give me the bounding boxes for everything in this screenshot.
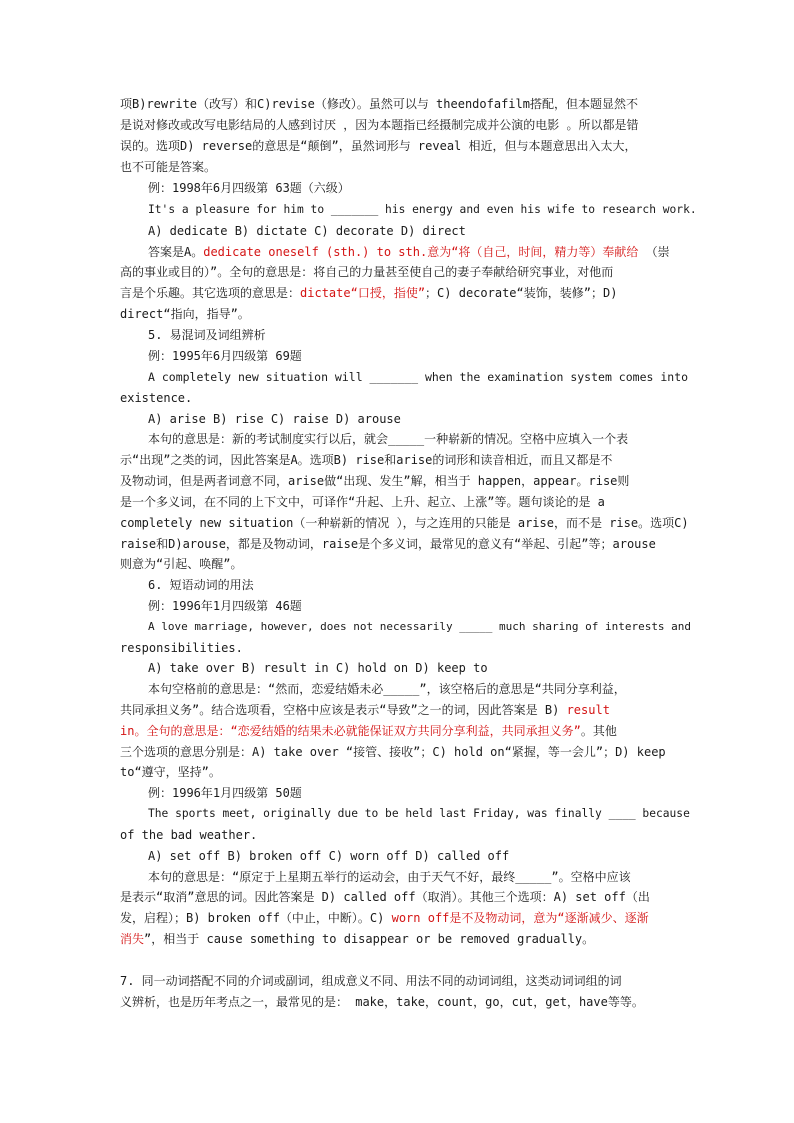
text-line <box>120 536 656 552</box>
text-segment: 是一个多义词，在不同的上下文中，可译作“升起、上升、起立、上涨”等。题句谈论的是 a <box>120 495 605 509</box>
text-line <box>148 202 697 218</box>
text-segment: 发，启程）；B) broken off（中止，中断）。C) <box>120 911 392 925</box>
text-segment: of the bad weather. <box>120 828 258 842</box>
text-segment: A) set off B) broken off C) worn off D) called off <box>148 849 510 863</box>
text-segment: dedicate oneself (sth.) to sth.意为“将（自己，时间，精力等）奉献给 <box>203 245 639 259</box>
text-line <box>148 369 688 385</box>
text-segment: dictate“口授，指使” <box>300 286 426 300</box>
text-segment: It's a pleasure for him to _______ his energy and even his wife to research work. <box>148 203 697 216</box>
text-line <box>120 494 605 510</box>
text-line <box>120 910 649 926</box>
text-segment: ”，相当于 cause something to disappear or be removed gradually。 <box>144 932 595 946</box>
text-line <box>120 452 612 468</box>
text-line <box>148 785 302 801</box>
text-segment: 义辨析，也是历年考点之一，最常见的是： make，take，count，go，cut，get，have等等。 <box>120 995 644 1009</box>
text-line <box>120 159 216 175</box>
text-segment: 示“出现”之类的词，因此答案是A。选项B) rise和arise的词形和读音相近，而且又都是不 <box>120 453 613 467</box>
text-segment: in。全句的意思是：“恋爱结婚的结果未必就能保证双方共同分享利益，共同承担义务” <box>120 724 581 738</box>
text-line <box>148 619 691 635</box>
text-line <box>120 744 666 760</box>
text-line <box>120 556 242 572</box>
text-segment: raise和D)arouse，都是及物动词，raise是个多义词，最常见的意义有“举起、引起”等；arouse <box>120 537 656 551</box>
text-segment: 也不可能是答案。 <box>120 160 217 174</box>
text-line <box>148 806 690 822</box>
text-segment: A) take over B) result in C) hold on D) keep to <box>148 661 488 675</box>
text-segment: The sports meet, originally due to be held last Friday, was finally ____ because <box>148 807 690 820</box>
text-segment: 例：1996年1月四级第 46题 <box>148 599 302 613</box>
text-line <box>120 994 644 1010</box>
text-segment: 5. 易混词及词组辨析 <box>148 328 266 342</box>
text-segment: 共同承担义务”。结合选项看，空格中应该是表示“导致”之一的词，因此答案是 B) <box>120 703 567 717</box>
text-segment: 及物动词，但是两者词意不同，arise做“出现、发生”解，相当于 happen，appear。rise则 <box>120 474 630 488</box>
text-line <box>120 96 638 112</box>
text-segment: completely new situation（一种崭新的情况 ），与之连用的只能是 arise，而不是 rise。选项C) <box>120 516 689 530</box>
text-line <box>148 327 266 343</box>
text-line <box>148 180 350 196</box>
text-segment: 消失 <box>120 932 145 946</box>
text-segment: existence. <box>120 391 193 405</box>
text-line <box>120 117 638 133</box>
text-segment: A) arise B) rise C) raise D) arouse <box>148 412 401 426</box>
text-segment: ；C) decorate“装饰，装修”；D) <box>425 286 618 300</box>
text-line <box>148 681 626 697</box>
text-line <box>120 306 250 322</box>
text-line <box>148 244 670 260</box>
text-line <box>120 702 610 718</box>
text-segment: 项B)rewrite（改写）和C)revise（修改）。虽然可以与 theendofafilm搭配，但本题显然不 <box>120 97 638 111</box>
text-segment: 高的事业或目的）”。全句的意思是：将自己的力量甚至使自己的妻子奉献给研究事业，对他而 <box>120 265 614 279</box>
text-line <box>148 411 401 427</box>
text-line <box>120 473 629 489</box>
text-line <box>148 869 631 885</box>
text-segment: to“遵守，坚持”。 <box>120 765 221 779</box>
text-segment: 本句的意思是：“原定于上星期五举行的运动会，由于天气不好，最终_____”。空格中应该 <box>148 870 631 884</box>
text-line <box>148 577 254 593</box>
text-segment: responsibilities. <box>120 641 243 655</box>
text-segment: 三个选项的意思分别是：A) take over “接管、接收”；C) hold on“紧握，等一会儿”；D) keep <box>120 745 666 759</box>
text-segment: 例：1996年1月四级第 50题 <box>148 786 302 800</box>
text-segment: worn off是不及物动词，意为“逐渐减少、逐渐 <box>391 911 649 925</box>
text-segment: 本句空格前的意思是：“然而，恋爱结婚未必_____”，该空格后的意思是“共同分享利益， <box>148 682 626 696</box>
text-line <box>120 889 650 905</box>
text-segment: A) dedicate B) dictate C) decorate D) direct <box>148 224 466 238</box>
text-line <box>120 640 243 656</box>
text-segment: 是表示“取消”意思的词。因此答案是 D) called off（取消）。其他三个选项：A) set off（出 <box>120 890 650 904</box>
text-line <box>148 431 628 447</box>
text-line <box>148 348 302 364</box>
text-segment: 例：1998年6月四级第 63题（六级） <box>148 181 350 195</box>
text-line <box>148 848 509 864</box>
text-segment: A love marriage, however, does not necessarily _____ much sharing of interests and <box>148 620 692 633</box>
text-line <box>120 723 617 739</box>
text-line <box>120 515 689 531</box>
text-segment: 是说对修改或改写电影结局的人感到讨厌 ，因为本题指已经摄制完成并公演的电影 。所以都是错 <box>120 118 639 132</box>
text-line <box>120 931 594 947</box>
text-line <box>120 827 257 843</box>
text-line <box>148 223 466 239</box>
text-line <box>120 973 622 989</box>
text-line <box>120 390 192 406</box>
text-line <box>120 285 617 301</box>
text-line <box>120 764 221 780</box>
text-segment: 则意为“引起、唤醒”。 <box>120 557 243 571</box>
text-segment: direct“指向，指导”。 <box>120 307 250 321</box>
text-segment: 。其他 <box>580 724 617 738</box>
text-segment: result <box>566 703 610 717</box>
text-line <box>148 660 488 676</box>
text-line <box>120 264 613 280</box>
text-line <box>120 138 637 154</box>
text-segment: A completely new situation will _______ when the examination system comes into <box>148 370 689 384</box>
text-segment: 7. 同一动词搭配不同的介词或副词，组成意义不同、用法不同的动词词组，这类动词词组的词 <box>120 974 622 988</box>
text-segment: 误的。选项D) reverse的意思是“颠倒”，虽然词形与 reveal 相近，但与本题意思出入太大， <box>120 139 637 153</box>
text-segment: （崇 <box>638 245 670 259</box>
text-line <box>148 598 302 614</box>
text-segment: 本句的意思是：新的考试制度实行以后，就会_____一种崭新的情况。空格中应填入一个表 <box>148 432 629 446</box>
text-segment: 言是个乐趣。其它选项的意思是： <box>120 286 301 300</box>
text-segment: 答案是A。 <box>148 245 204 259</box>
text-segment: 例：1995年6月四级第 69题 <box>148 349 302 363</box>
text-segment: 6. 短语动词的用法 <box>148 578 254 592</box>
